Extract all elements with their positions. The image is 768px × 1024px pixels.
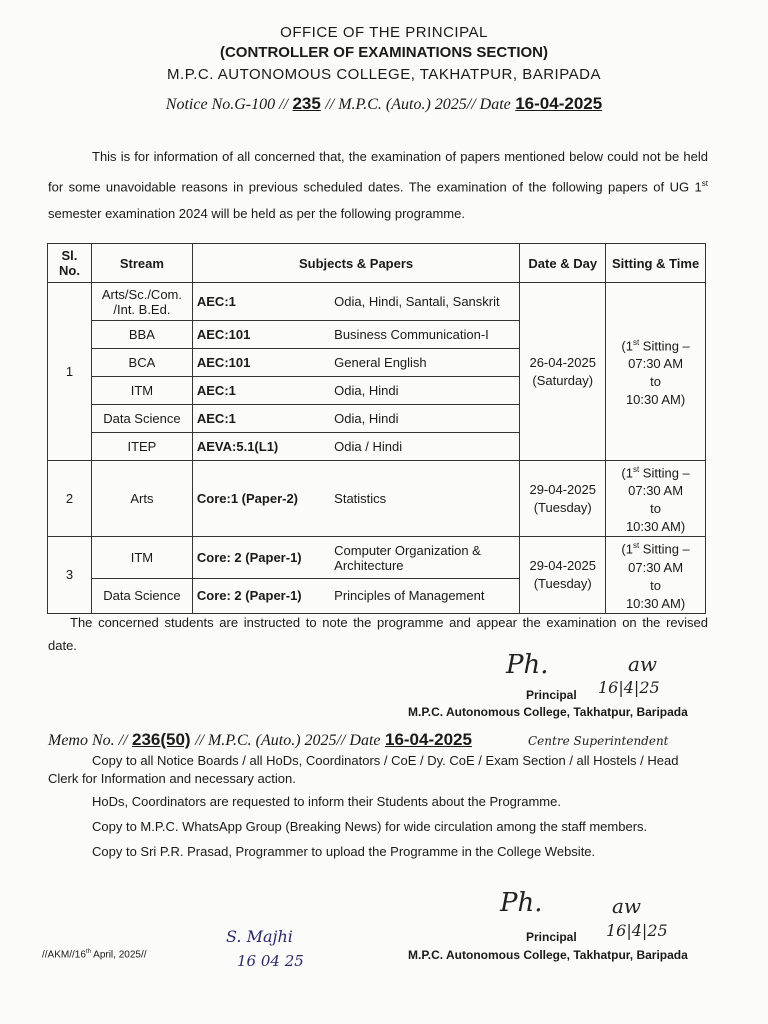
time-end: 10:30 AM): [625, 519, 686, 535]
time-start: 07:30 AM: [628, 483, 684, 499]
header-date: Date & Day: [520, 244, 606, 283]
subject-cell: Business Communication-I: [334, 327, 489, 342]
exam-schedule-table: [47, 243, 706, 614]
subject-cell: General English: [334, 355, 427, 370]
ref-sup: th: [85, 949, 91, 955]
instruction-text: The concerned students are instructed to note the programme and appear the examination on the revised date.: [48, 615, 708, 653]
paper-code-cell: AEC:1: [196, 294, 236, 309]
exam-date: 29-04-2025: [529, 481, 596, 497]
memo-copy-2: HoDs, Coordinators are requested to inform their Students about the Programme.: [92, 794, 561, 809]
college-sign-2: M.P.C. Autonomous College, Takhatpur, Baripada: [408, 948, 688, 962]
notice-number: 235: [292, 94, 321, 113]
stream-cell: Data Science: [103, 411, 181, 426]
sitting-a: (1: [621, 338, 633, 354]
subject-cell: Odia, Hindi: [334, 383, 399, 398]
time-end: 10:30 AM): [625, 392, 686, 408]
notice-date: 16-04-2025: [515, 94, 603, 113]
handwritten-centre-superintendent: Centre Superintendent: [528, 734, 669, 748]
paper-code-cell: Core:1 (Paper-2): [196, 491, 299, 507]
signature-scrawl-2: Ph.: [500, 888, 543, 918]
subject-cell: Odia / Hindi: [334, 439, 403, 454]
instruction-paragraph: [48, 611, 708, 657]
header-sitting: Sitting & Time: [606, 244, 706, 283]
paper-code-cell: AEC:101: [196, 327, 251, 342]
stream-cell: Arts: [130, 491, 154, 507]
memo-middle: // M.P.C. (Auto.) 2025// Date: [195, 732, 381, 749]
header-subjects: Subjects & Papers: [192, 244, 519, 283]
signature-scrawl-1b: aw: [628, 652, 658, 676]
sitting-sup: st: [632, 465, 640, 474]
sitting-b: Sitting –: [639, 541, 690, 557]
memo-copy-3: Copy to M.P.C. WhatsApp Group (Breaking News) for wide circulation among the staff members.: [92, 819, 648, 834]
ref-a: //AKM//16: [42, 949, 86, 961]
college-sign-1: M.P.C. Autonomous College, Takhatpur, Baripada: [408, 705, 688, 719]
paper-code-cell: AEC:101: [196, 355, 251, 370]
memo-copy-1: [48, 752, 708, 788]
sitting-b: Sitting –: [639, 465, 690, 481]
exam-date: 26-04-2025: [529, 354, 596, 370]
memo-number: 236(50): [132, 730, 191, 749]
time-end: 10:30 AM): [625, 595, 686, 611]
header-sl: Sl. No.: [48, 244, 92, 283]
signature-date-2: 16|4|25: [606, 921, 668, 940]
paper-code-cell: Core: 2 (Paper-1): [196, 588, 302, 604]
intro-text-2: semester examination 2024 will be held as per the following programme.: [48, 206, 465, 222]
sl-number: 3: [65, 567, 74, 583]
signature-date-1: 16|4|25: [598, 678, 660, 697]
paper-code-cell: AEVA:5.1(L1): [196, 439, 279, 454]
office-heading: OFFICE OF THE PRINCIPAL: [280, 24, 488, 41]
stream-cell: ITM: [130, 383, 154, 398]
intro-paragraph: [48, 143, 708, 227]
paper-code-cell: AEC:1: [196, 411, 236, 426]
stream-cell: Arts/Sc./Com. /Int. B.Ed.: [101, 286, 182, 317]
signature-scrawl-1: Ph.: [506, 650, 549, 680]
sitting-a: (1: [621, 465, 633, 481]
table-header-row: [48, 244, 706, 283]
exam-day: (Tuesday): [533, 499, 592, 515]
stream-cell: BBA: [128, 327, 155, 342]
table-row: [48, 537, 706, 578]
stream-cell: BCA: [128, 355, 156, 370]
memo-copy-1-text: Copy to all Notice Boards / all HoDs, Coordinators / CoE / Dy. CoE / Exam Section / all Hostels / Head Clerk for Information and necessary action.: [48, 753, 679, 786]
time-to: to: [650, 577, 662, 593]
intro-text-1: This is for information of all concerned that, the examination of papers mentioned below could not be held for some unavoidable reasons in previous scheduled dates. The examination of the following papers of UG 1: [48, 149, 708, 195]
time-start: 07:30 AM: [628, 356, 684, 372]
table-row: [48, 461, 706, 537]
memo-date: 16-04-2025: [384, 730, 472, 749]
intro-sup: st: [701, 179, 708, 188]
college-heading: M.P.C. AUTONOMOUS COLLEGE, TAKHATPUR, BARIPADA: [167, 66, 601, 83]
exam-day: (Saturday): [532, 372, 594, 388]
sl-number: 1: [65, 364, 74, 379]
handwritten-name: S. Majhi: [226, 927, 293, 946]
memo-prefix: Memo No. //: [48, 732, 128, 749]
paper-code-cell: AEC:1: [196, 383, 236, 398]
time-start: 07:30 AM: [628, 559, 684, 575]
stream-cell: ITEP: [127, 439, 157, 454]
sitting-sup: st: [632, 541, 640, 551]
subject-cell: Principles of Management: [334, 588, 485, 604]
section-heading: (CONTROLLER OF EXAMINATIONS SECTION): [219, 44, 549, 61]
header-stream: Stream: [91, 244, 192, 283]
principal-title-2: Principal: [526, 930, 577, 944]
sitting-sup: st: [632, 337, 640, 347]
time-to: to: [650, 374, 662, 390]
notice-prefix: Notice No.G-100 //: [165, 96, 289, 113]
memo-number-line: [48, 730, 472, 750]
subject-cell: Statistics: [334, 491, 387, 507]
handwritten-date: 16 04 25: [237, 952, 304, 970]
ref-b: April, 2025//: [90, 949, 147, 961]
sitting-b: Sitting –: [639, 338, 690, 354]
sl-number: 2: [65, 491, 74, 507]
subject-cell: Odia, Hindi, Santali, Sanskrit: [334, 294, 500, 309]
stream-cell: Data Science: [103, 588, 181, 604]
signature-scrawl-2b: aw: [612, 894, 642, 918]
exam-date: 29-04-2025: [529, 557, 596, 573]
principal-title-1: Principal: [526, 688, 577, 702]
subject-cell: Computer Organization & Architecture: [334, 542, 481, 573]
time-to: to: [650, 501, 662, 517]
subject-cell: Odia, Hindi: [334, 411, 399, 426]
sitting-a: (1: [621, 541, 633, 557]
memo-copy-4: Copy to Sri P.R. Prasad, Programmer to upload the Programme in the College Website.: [92, 844, 596, 859]
table-row: [48, 283, 706, 321]
exam-day: (Tuesday): [533, 575, 592, 591]
reference-line: [42, 949, 147, 960]
paper-code-cell: Core: 2 (Paper-1): [196, 550, 302, 566]
notice-middle: // M.P.C. (Auto.) 2025// Date: [325, 96, 511, 113]
stream-cell: ITM: [130, 550, 154, 566]
notice-number-line: [0, 94, 768, 114]
